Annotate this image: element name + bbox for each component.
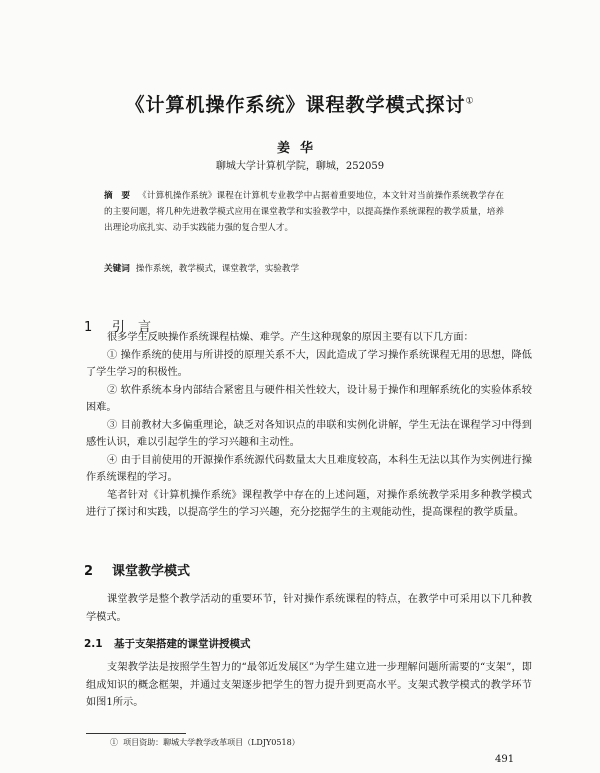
section-1-paragraph: ③ 目前教材大多偏重理论，缺乏对各知识点的串联和实例化讲解，学生无法在课程学习中得到感性认识，难以引起学生的学习兴趣和主动性。 bbox=[86, 419, 532, 448]
section-2-title: 课堂教学模式 bbox=[112, 564, 191, 579]
footnote bbox=[110, 737, 300, 748]
section-1-paragraph: ① 操作系统的使用与所讲授的原理关系不大，因此造成了学习操作系统课程无用的思想，降低了学生学习的积极性。 bbox=[86, 349, 532, 378]
section-1-paragraph: 很多学生反映操作系统课程枯燥、难学。产生这种现象的原因主要有以下几方面： bbox=[107, 332, 474, 343]
paper-title bbox=[0, 90, 600, 117]
keywords-text: 操作系统，教学模式，课堂教学，实验教学 bbox=[135, 264, 300, 274]
page-number: 491 bbox=[495, 754, 515, 765]
section-1-paragraph: 笔者针对《计算机操作系统》课程教学中存在的上述问题，对操作系统教学采用多种教学模式进行了探讨和实践，以提高学生的学习兴趣，充分挖掘学生的主观能动性，提高课程的教学质量。 bbox=[86, 489, 532, 518]
abstract-text: 《计算机操作系统》课程在计算机专业教学中占据着重要地位，本文针对当前操作系统教学存在的主要问题，将几种先进教学模式应用在课堂教学和实验教学中，以提高操作系统课程的教学质量，培养出理论功底扎实、动手实践能力强的复合型人才。 bbox=[104, 191, 504, 233]
abstract bbox=[104, 188, 504, 236]
section-1-paragraph: ② 软件系统本身内部结合紧密且与硬件相关性较大，设计易于操作和理解系统化的实验体系较困难。 bbox=[86, 384, 532, 413]
section-2-1-number: 2.1 bbox=[84, 638, 103, 650]
section-2-body bbox=[86, 591, 532, 626]
section-2-1-body bbox=[86, 659, 532, 712]
footnote-rule bbox=[86, 733, 186, 734]
footnote-text: 项目资助：聊城大学教学改革项目（LDJY0518） bbox=[123, 738, 300, 747]
title-footnote-mark: ① bbox=[465, 96, 475, 107]
section-1-number: 1 bbox=[84, 320, 93, 335]
section-2-number: 2 bbox=[84, 564, 94, 579]
keywords bbox=[104, 261, 504, 277]
section-2-1-paragraph: 支架教学法是按照学生智力的“最邻近发展区”为学生建立进一步理解问题所需要的“支架”，即组成知识的概念框架，并通过支架逐步把学生的智力提升到更高水平。支架式教学模式的教学环节如图1所示。 bbox=[86, 662, 532, 708]
section-2-heading bbox=[84, 560, 190, 579]
section-1-body bbox=[86, 329, 532, 522]
section-1-title: 引 言 bbox=[112, 320, 152, 335]
section-2-1-title: 基于支架搭建的课堂讲授模式 bbox=[114, 638, 251, 650]
title-text: 《计算机操作系统》课程教学模式探讨 bbox=[125, 94, 466, 116]
section-1-paragraph: ④ 由于目前使用的开源操作系统源代码数量太大且难度较高，本科生无法以其作为实例进行操作系统课程的学习。 bbox=[86, 454, 532, 483]
section-2-1-heading bbox=[84, 636, 251, 651]
footnote-mark: ① bbox=[110, 738, 118, 747]
keywords-label: 关键词 bbox=[104, 264, 130, 274]
author-affiliation: 聊城大学计算机学院，聊城，252059 bbox=[215, 161, 385, 172]
section-2-paragraph: 课堂教学是整个教学活动的重要环节，针对操作系统课程的特点，在教学中可采用以下几种教学模式。 bbox=[86, 594, 532, 623]
author-name: 姜华 bbox=[276, 141, 323, 156]
abstract-label: 摘 要 bbox=[104, 191, 131, 201]
